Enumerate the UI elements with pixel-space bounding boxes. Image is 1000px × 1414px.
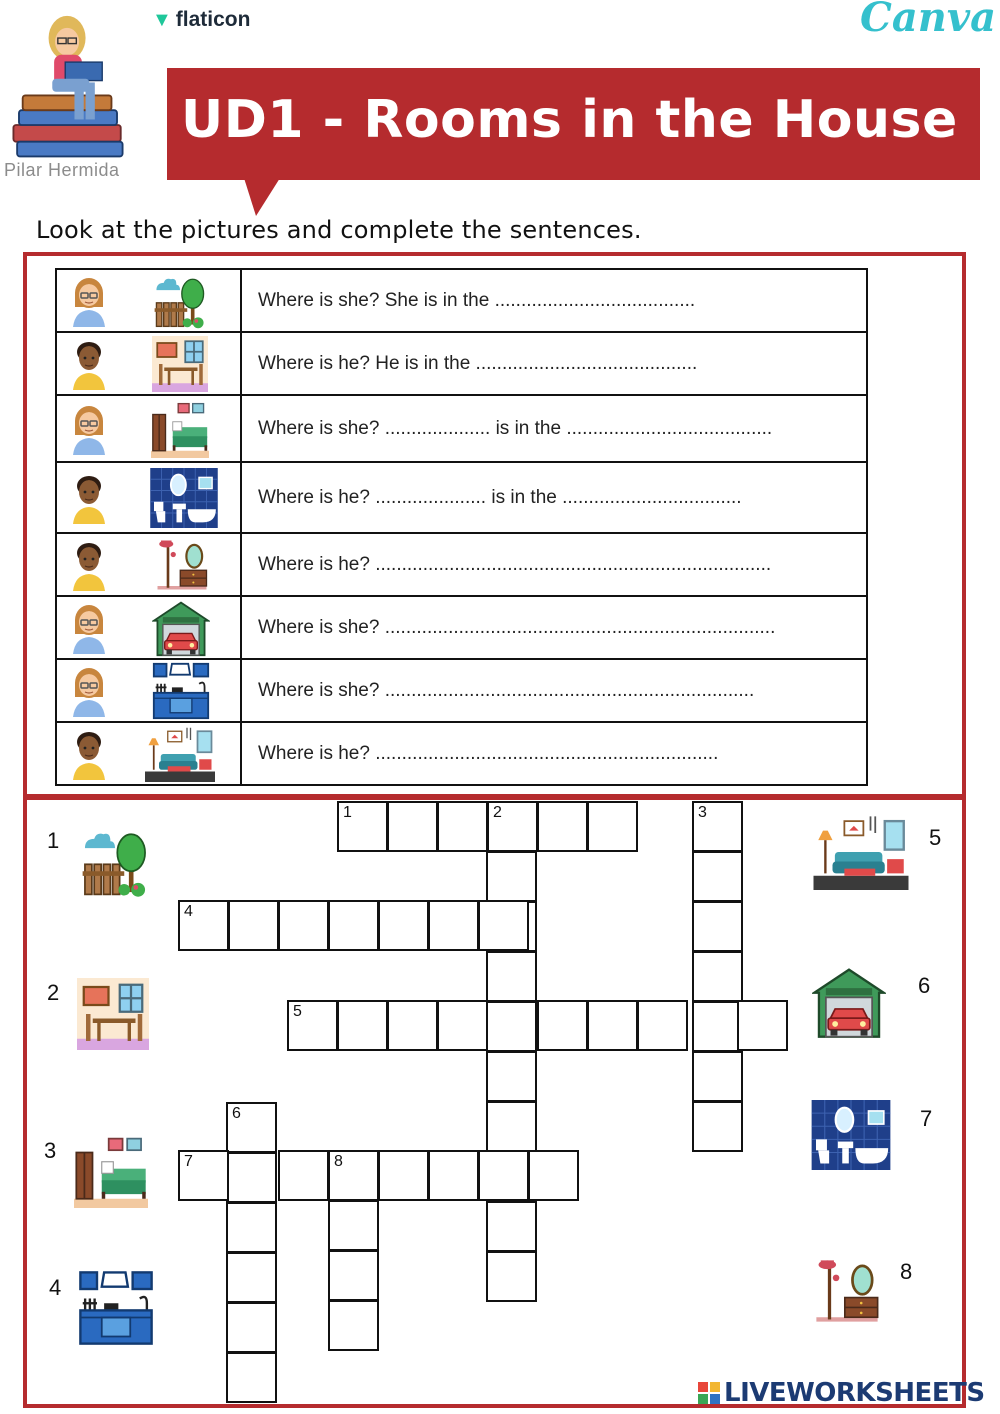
sentence-3[interactable]: Where is she? .................... is in the ....................................... [258,417,773,439]
author-name: Pilar Hermida [4,160,120,180]
crossword-number: 1 [343,804,352,821]
liveworksheets-logo [698,1378,985,1408]
clue-number-8: 8 [900,1259,913,1284]
canva-logo: Canva [860,0,996,41]
crossword-number: 5 [293,1003,302,1020]
table-row [57,534,866,597]
clue-number-4: 4 [49,1275,62,1300]
flaticon-logo [152,8,250,32]
sentence-1[interactable]: Where is she? She is in the ...................................... [258,289,696,311]
crossword-number: 7 [184,1153,193,1170]
row-pictures [57,270,242,331]
clue-number-2: 2 [47,980,60,1005]
crossword-number: 8 [334,1153,343,1170]
table-row [57,660,866,723]
boy-icon [69,472,109,524]
table-row [57,270,866,333]
clue-number-6: 6 [918,973,931,998]
page-title: UD1 - Rooms in the House [181,90,958,150]
row-pictures [57,597,242,658]
girl-icon [69,403,109,455]
row-pictures [57,396,242,461]
bathroom-icon [148,468,220,528]
garage-icon [812,965,886,1039]
girl-icon [69,275,109,327]
bedroom-icon [68,1134,154,1208]
clue-number-7: 7 [920,1106,933,1131]
table-row [57,597,866,660]
sentence-6[interactable]: Where is she? .......................................................................... [258,616,776,638]
author-avatar [4,14,132,162]
liveworksheets-mark-icon [698,1382,720,1404]
clue-number-1: 1 [47,828,60,853]
instruction-text: Look at the pictures and complete the sentences. [36,216,642,244]
garage-icon [152,599,210,657]
dining-room-icon [72,978,154,1050]
clue-number-5: 5 [929,825,942,850]
dining-room-icon [150,336,210,392]
banner-tail [244,178,280,216]
table-row [57,396,866,463]
garden-icon [150,272,210,330]
hall-icon [154,537,210,593]
sentence-5[interactable]: Where is he? ........................................................................... [258,553,772,575]
crossword-number: 6 [232,1105,241,1122]
flaticon-mark-icon: ▼ [152,8,172,31]
flaticon-label: flaticon [175,8,251,31]
sentence-7[interactable]: Where is she? ...................................................................... [258,679,755,701]
table-row [57,333,866,396]
girl-icon [69,602,109,654]
boy-icon [69,338,109,390]
bedroom-icon [150,400,210,458]
sentences-table [55,268,868,786]
librarian-icon [4,14,132,162]
sentence-2[interactable]: Where is he? He is in the .......................................... [258,352,698,374]
liveworksheets-label: LIVEWORKSHEETS [724,1378,985,1408]
sentence-4[interactable]: Where is he? ..................... is in the .................................. [258,486,742,508]
crossword-number: 2 [493,804,502,821]
row-pictures [57,333,242,394]
row-pictures [57,723,242,784]
bathroom-icon [806,1100,896,1170]
crossword-number: 3 [698,804,707,821]
living-room-icon [142,726,218,782]
living-room-icon [810,814,912,890]
boy-icon [69,539,109,591]
title-banner [167,68,980,180]
girl-icon [69,665,109,717]
row-pictures [57,463,242,532]
table-row [57,723,866,784]
row-pictures [57,660,242,721]
clue-number-3: 3 [44,1138,57,1163]
garden-icon [78,824,152,900]
row-pictures [57,534,242,595]
table-row [57,463,866,534]
hall-icon [812,1252,882,1330]
crossword-number: 4 [184,903,193,920]
kitchen-icon [152,662,210,720]
kitchen-icon [78,1270,154,1346]
sentence-8[interactable]: Where is he? ................................................................. [258,742,719,764]
boy-icon [69,728,109,780]
